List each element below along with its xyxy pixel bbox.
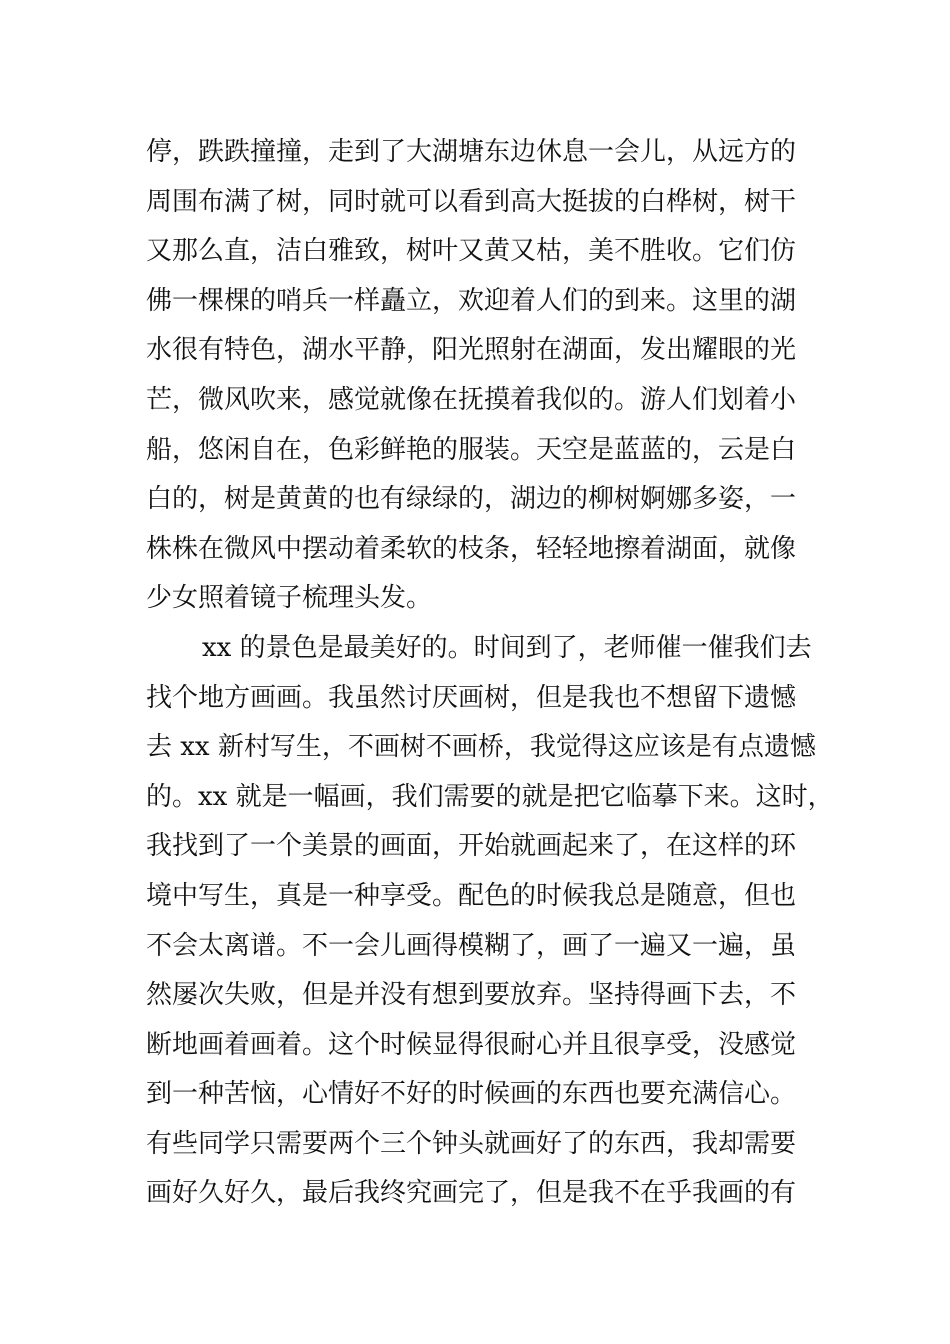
text-line: 境中写生，真是一种享受。配色的时候我总是随意，但也 — [146, 880, 797, 911]
text-line: 芒，微风吹来，感觉就像在抚摸着我似的。游人们划着小 — [146, 384, 797, 415]
text-line: 水很有特色，湖水平静，阳光照射在湖面，发出耀眼的光 — [146, 335, 797, 366]
paragraph-1 — [146, 128, 826, 624]
text-line: 白的，树是黄黄的也有绿绿的，湖边的柳树婀娜多姿，一 — [146, 484, 797, 515]
text-line: 佛一棵棵的哨兵一样矗立，欢迎着人们的到来。这里的湖 — [146, 285, 797, 316]
text-line: xx 的景色是最美好的。时间到了，老师催一催我们去 — [202, 632, 812, 663]
text-line: 然屡次失败，但是并没有想到要放弃。坚持得画下去，不 — [146, 980, 797, 1011]
body-text — [146, 128, 834, 1219]
text-line: 少女照着镜子梳理头发。 — [146, 583, 433, 614]
text-line: 停，跌跌撞撞，走到了大湖塘东边休息一会儿，从远方的 — [146, 137, 797, 167]
text-line: 断地画着画着。这个时候显得很耐心并且很享受，没感觉 — [146, 1029, 797, 1060]
text-line: 周围布满了树，同时就可以看到高大挺拔的白桦树，树干 — [146, 186, 797, 217]
text-line: 船，悠闲自在，色彩鲜艳的服装。天空是蓝蓝的，云是白 — [146, 434, 797, 465]
text-line: 不会太离谱。不一会儿画得模糊了，画了一遍又一遍，虽 — [146, 930, 797, 961]
text-line: 画好久好久，最后我终究画完了，但是我不在乎我画的有 — [146, 1178, 797, 1209]
paragraph-2 — [146, 624, 834, 1219]
text-line: 又那么直，洁白雅致，树叶又黄又枯，美不胜收。它们仿 — [146, 236, 797, 267]
text-line: 有些同学只需要两个三个钟头就画好了的东西，我却需要 — [146, 1128, 797, 1159]
text-line: 去 xx 新村写生，不画树不画桥，我觉得这应该是有点遗憾 — [146, 732, 816, 763]
text-line: 找个地方画画。我虽然讨厌画树，但是我也不想留下遗憾 — [146, 682, 797, 713]
text-line: 我找到了一个美景的画面，开始就画起来了，在这样的环 — [146, 831, 797, 862]
text-line: 的。xx 就是一幅画，我们需要的就是把它临摹下来。这时， — [146, 781, 834, 812]
text-line: 到一种苦恼，心情好不好的时候画的东西也要充满信心。 — [146, 1079, 797, 1110]
text-line: 株株在微风中摆动着柔软的枝条，轻轻地擦着湖面，就像 — [146, 533, 797, 564]
